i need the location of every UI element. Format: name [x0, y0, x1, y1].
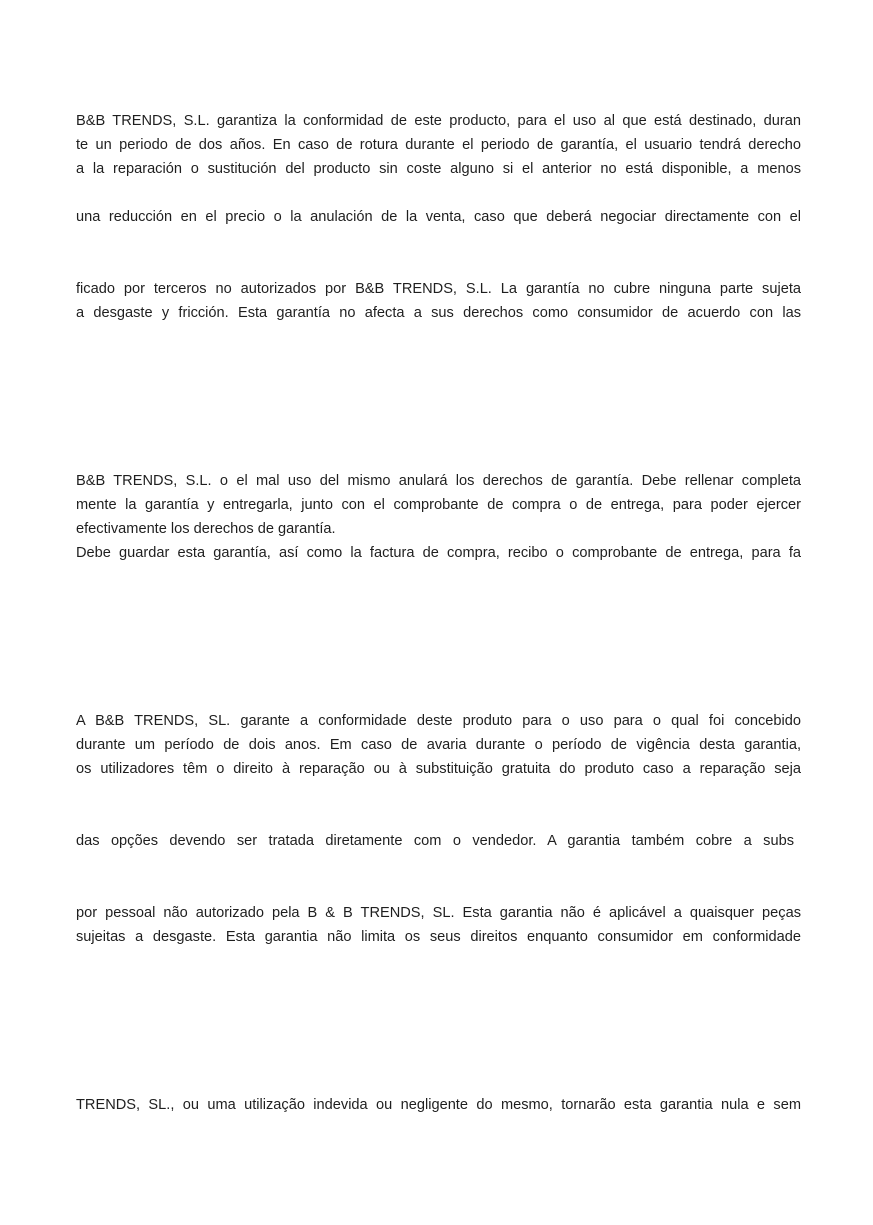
paragraph-line: das opções devendo ser tratada diretamente com o vendedor. A garantia também cobre a subs	[76, 833, 794, 849]
paragraph-line: A B&B TRENDS, SL. garante a conformidade deste produto para o uso para o qual foi concebido	[76, 713, 801, 729]
paragraph-line: TRENDS, SL., ou uma utilização indevida ou negligente do mesmo, tornarão esta garantia nula e sem	[76, 1097, 801, 1113]
paragraph-line: efectivamente los derechos de garantía.	[76, 521, 336, 537]
paragraph-line: ficado por terceros no autorizados por B&B TRENDS, S.L. La garantía no cubre ninguna parte sujeta	[76, 281, 801, 297]
paragraph-line: una reducción en el precio o la anulación de la venta, caso que deberá negociar directamente con el	[76, 209, 801, 225]
paragraph-line: B&B TRENDS, S.L. o el mal uso del mismo anulará los derechos de garantía. Debe rellenar completa	[76, 473, 801, 489]
paragraph-line: mente la garantía y entregarla, junto con el comprobante de compra o de entrega, para poder ejercer	[76, 497, 801, 513]
paragraph-line: durante um período de dois anos. Em caso de avaria durante o período de vigência desta garantia,	[76, 737, 801, 753]
paragraph-line: Debe guardar esta garantía, así como la factura de compra, recibo o comprobante de entrega, para fa	[76, 545, 801, 561]
paragraph-line: a la reparación o sustitución del producto sin coste alguno si el anterior no está disponible, a menos	[76, 161, 801, 177]
paragraph-line: a desgaste y fricción. Esta garantía no afecta a sus derechos como consumidor de acuerdo con las	[76, 305, 801, 321]
paragraph-line: sujeitas a desgaste. Esta garantia não limita os seus direitos enquanto consumidor em conformidade	[76, 929, 801, 945]
paragraph-line: B&B TRENDS, S.L. garantiza la conformidad de este producto, para el uso al que está destinado, duran	[76, 113, 801, 129]
paragraph-line: os utilizadores têm o direito à reparação ou à substituição gratuita do produto caso a reparação seja	[76, 761, 801, 777]
paragraph-line: por pessoal não autorizado pela B & B TRENDS, SL. Esta garantia não é aplicável a quaisquer peças	[76, 905, 801, 921]
paragraph-line: te un periodo de dos años. En caso de rotura durante el periodo de garantía, el usuario tendrá derecho	[76, 137, 801, 153]
